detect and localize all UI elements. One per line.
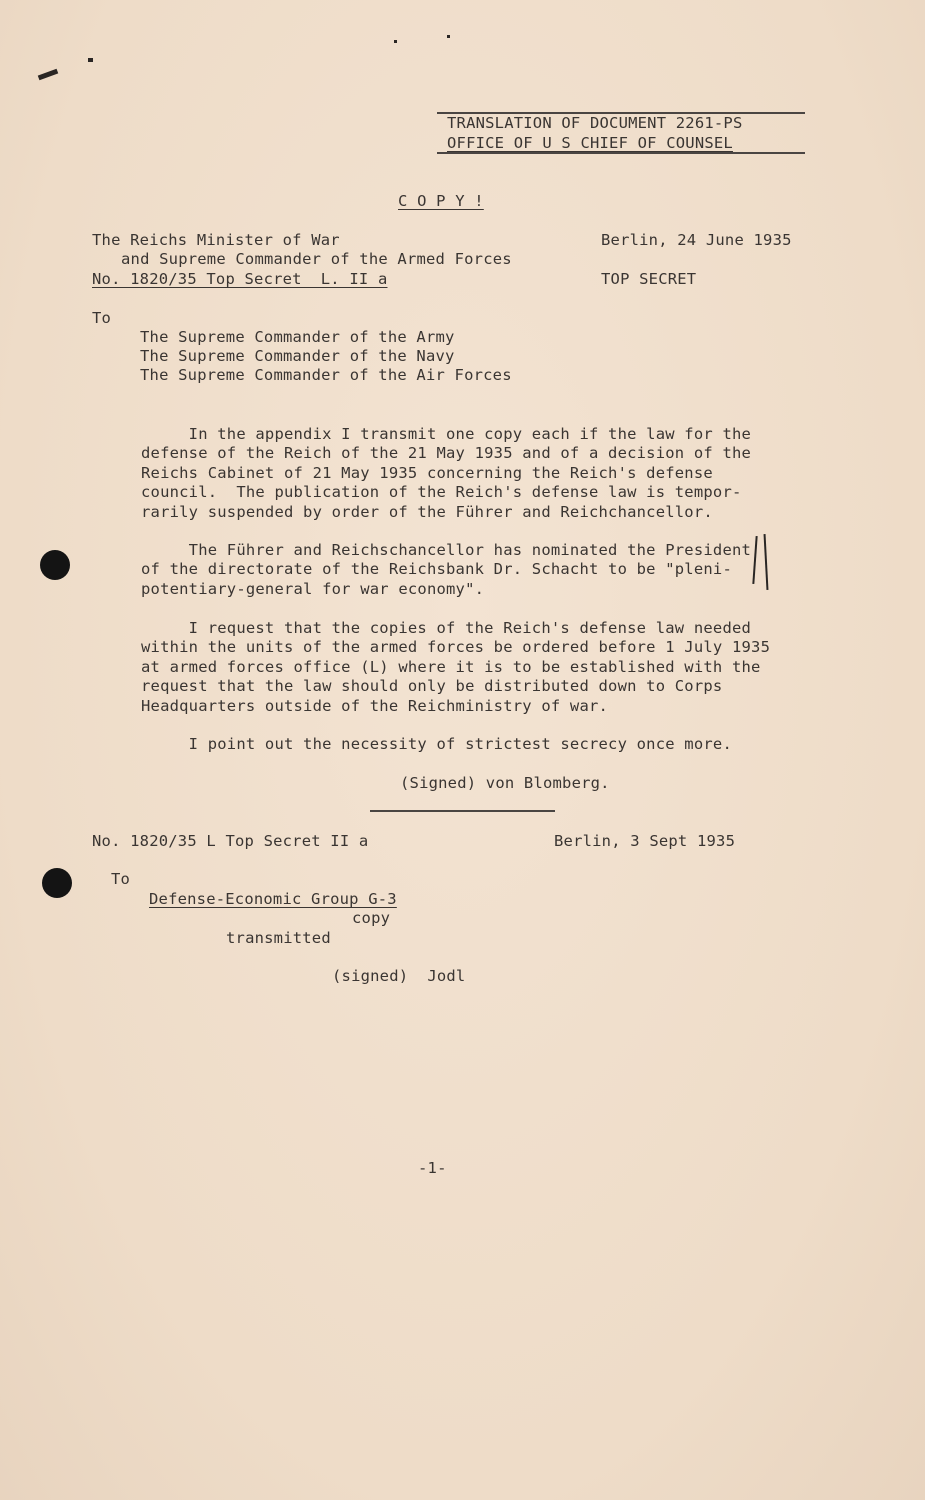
to-label: To <box>92 309 112 327</box>
recipient-army: The Supreme Commander of the Army <box>140 328 455 346</box>
paragraph-line: defense of the Reich of the 21 May 1935 and of a decision of the <box>141 444 752 462</box>
sender-line-2: and Supreme Commander of the Armed Forces <box>121 250 512 268</box>
paragraph-line: I request that the copies of the Reich's defense law needed <box>141 619 752 637</box>
recipient-air-forces: The Supreme Commander of the Air Forces <box>140 366 512 384</box>
header-line-1: TRANSLATION OF DOCUMENT 2261-PS <box>447 114 743 132</box>
margin-mark <box>752 536 757 584</box>
page-number: -1- <box>418 1159 447 1177</box>
header-bottom-rule <box>437 152 805 154</box>
paragraph-line: at armed forces office (L) where it is to be established with the <box>141 658 761 676</box>
paragraph-4: I point out the necessity of strictest secrecy once more. <box>141 735 732 753</box>
signature-blomberg: (Signed) von Blomberg. <box>400 774 610 792</box>
signature-jodl: (signed) Jodl <box>332 967 466 985</box>
classification: TOP SECRET <box>601 270 697 288</box>
copy-word: copy <box>352 909 391 927</box>
sender-line-1: The Reichs Minister of War <box>92 231 340 249</box>
transmitted-word: transmitted <box>226 929 331 947</box>
reference-number: No. 1820/35 Top Secret L. II a <box>92 270 388 288</box>
speck-mark <box>394 40 397 43</box>
paragraph-line: potentiary-general for war economy". <box>141 580 485 598</box>
letter-date-2: Berlin, 3 Sept 1935 <box>554 832 736 850</box>
punch-hole-bottom <box>42 868 72 898</box>
paragraph-line: The Führer and Reichschancellor has nominated the President <box>141 541 752 559</box>
speck-mark <box>447 35 450 38</box>
separator-rule <box>370 810 555 812</box>
paragraph-line: of the directorate of the Reichsbank Dr. Schacht to be "pleni- <box>141 560 732 578</box>
paragraph-line: council. The publication of the Reich's defense law is tempor- <box>141 483 742 501</box>
paragraph-line: Reichs Cabinet of 21 May 1935 concerning the Reich's defense <box>141 464 713 482</box>
punch-hole-top <box>40 550 70 580</box>
header-line-2: OFFICE OF U S CHIEF OF COUNSEL <box>447 134 733 152</box>
paragraph-line: within the units of the armed forces be ordered before 1 July 1935 <box>141 638 771 656</box>
letter-date: Berlin, 24 June 1935 <box>601 231 792 249</box>
speck-mark <box>38 69 59 81</box>
speck-mark <box>88 58 93 62</box>
paragraph-line: rarily suspended by order of the Führer and Reichchancellor. <box>141 503 713 521</box>
recipient-group-g3: Defense-Economic Group G-3 <box>149 890 397 908</box>
paragraph-line: In the appendix I transmit one copy each if the law for the <box>141 425 752 443</box>
to-label-2: To <box>111 870 131 888</box>
copy-title: C O P Y ! <box>398 192 484 210</box>
margin-mark <box>764 534 769 590</box>
reference-number-2: No. 1820/35 L Top Secret II a <box>92 832 369 850</box>
paragraph-line: Headquarters outside of the Reichministry of war. <box>141 697 609 715</box>
paragraph-line: request that the law should only be distributed down to Corps <box>141 677 723 695</box>
recipient-navy: The Supreme Commander of the Navy <box>140 347 455 365</box>
